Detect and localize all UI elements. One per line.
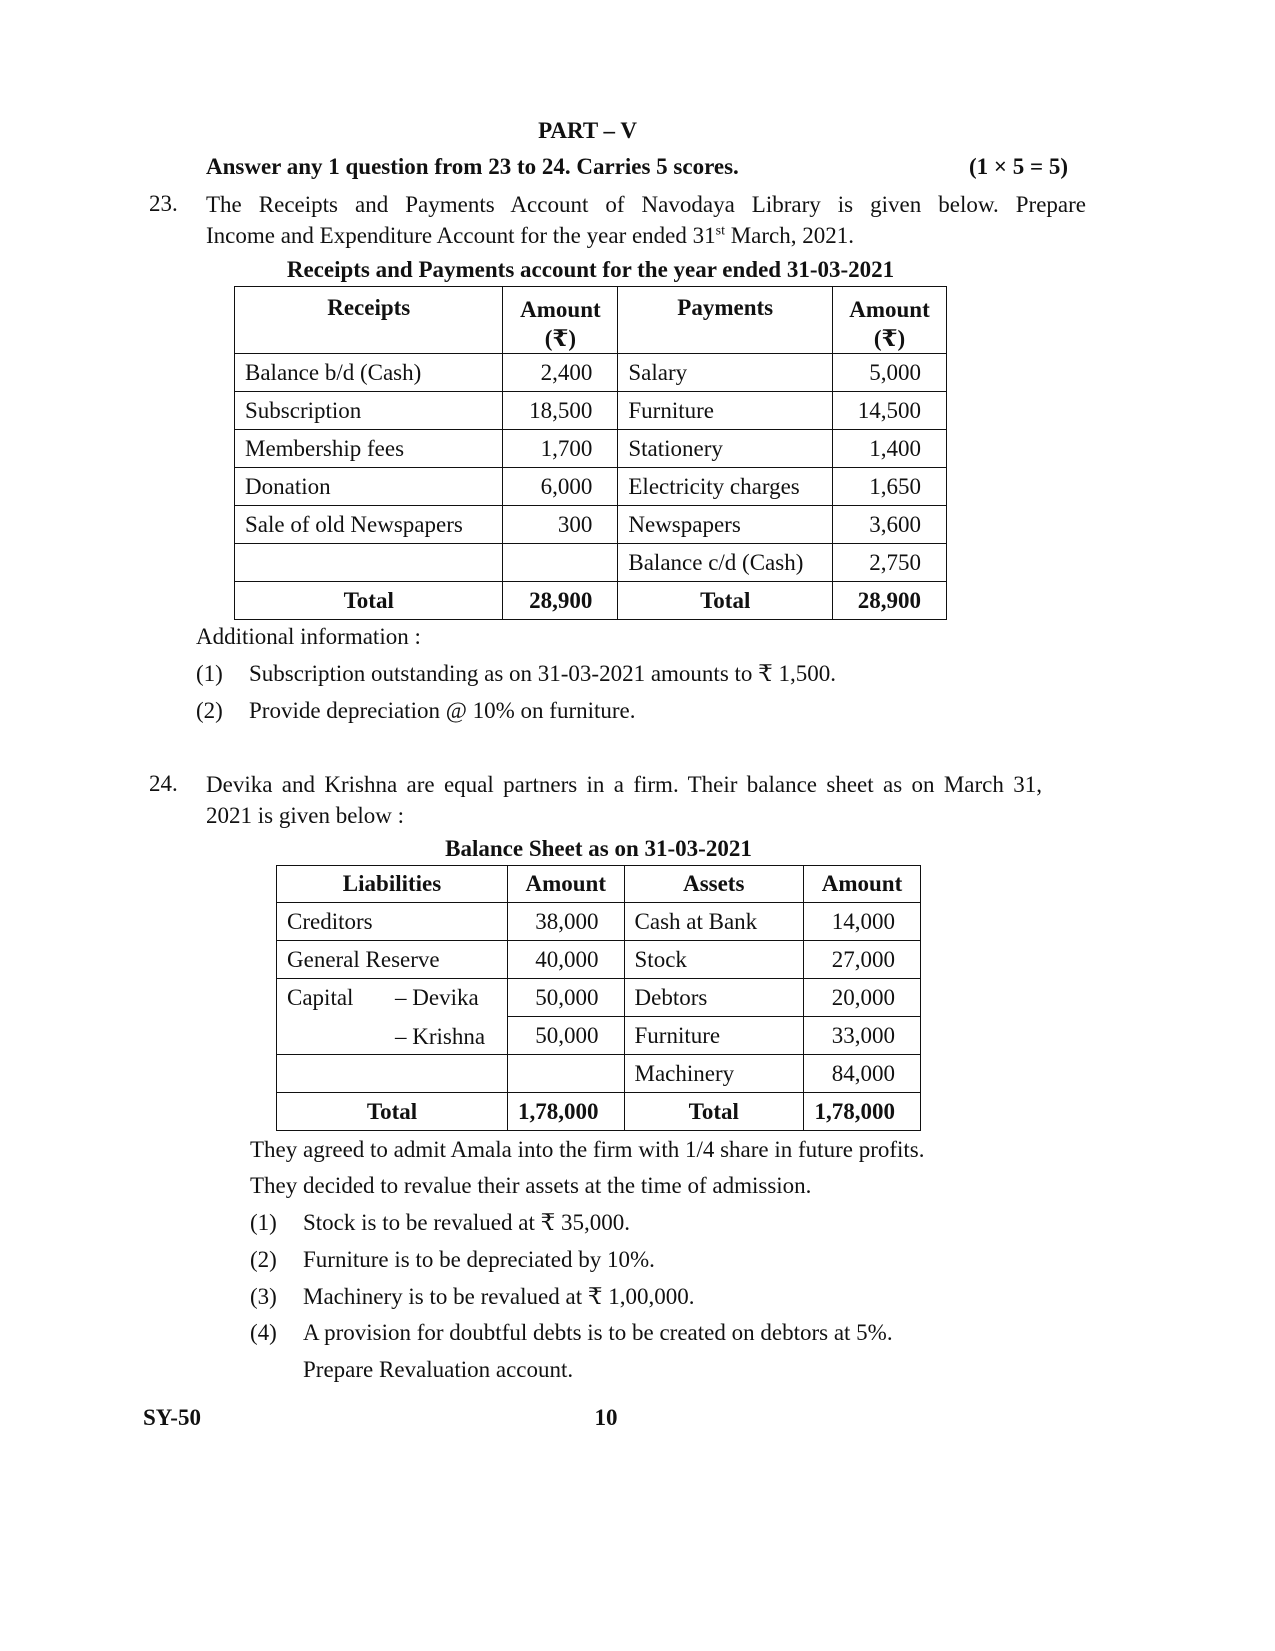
receipt-label: Subscription: [235, 392, 503, 430]
total-row: [235, 582, 947, 620]
receipt-amount: [503, 544, 618, 582]
liability-label: Creditors: [277, 903, 508, 941]
total-row: [277, 1093, 921, 1131]
total-label: Total: [618, 582, 833, 620]
item-number: (4): [250, 1320, 277, 1345]
payment-label: Newspapers: [618, 506, 833, 544]
liability-label-capital: [277, 979, 508, 1017]
question-23-line2-post: March, 2021.: [724, 223, 855, 248]
asset-label: Debtors: [624, 979, 803, 1017]
ordinal-suffix: st: [715, 223, 725, 239]
payment-amount: 14,500: [833, 392, 947, 430]
asset-amount: 84,000: [803, 1055, 920, 1093]
header-receipts: Receipts: [235, 287, 503, 354]
question-24-text: [206, 769, 1042, 831]
item-text: Subscription outstanding as on 31-03-2021 amounts to ₹ 1,500.: [249, 661, 837, 686]
header-assets: Assets: [624, 866, 803, 903]
final-instruction: Prepare Revaluation account.: [303, 1357, 574, 1382]
table-row: [277, 979, 921, 1017]
part-heading: PART – V: [538, 118, 637, 143]
asset-label: Furniture: [624, 1017, 803, 1055]
item-text: Furniture is to be depreciated by 10%.: [303, 1247, 655, 1272]
receipt-label: Donation: [235, 468, 503, 506]
receipts-payments-table: [234, 286, 947, 620]
item-number: (2): [196, 698, 223, 723]
instruction: Answer any 1 question from 23 to 24. Carries 5 scores.: [206, 154, 739, 179]
item-text: A provision for doubtful debts is to be created on debtors at 5%.: [303, 1320, 893, 1345]
asset-label: Cash at Bank: [624, 903, 803, 941]
receipt-amount: 18,500: [503, 392, 618, 430]
payment-amount: 2,750: [833, 544, 947, 582]
receipts-payments-title: Receipts and Payments account for the year ended 31-03-2021: [286, 257, 895, 282]
total-label: Total: [277, 1093, 508, 1131]
table-row: [277, 1055, 921, 1093]
table-row: [235, 354, 947, 392]
total-label: Total: [235, 582, 503, 620]
payment-amount: 3,600: [833, 506, 947, 544]
table-row: [277, 941, 921, 979]
header-amount: Amount: [803, 866, 920, 903]
table-row: [235, 506, 947, 544]
page-number: 10: [594, 1405, 618, 1430]
liability-amount: 38,000: [508, 903, 625, 941]
liability-amount: 40,000: [508, 941, 625, 979]
question-23-line2: [206, 220, 1086, 251]
balance-sheet-title: Balance Sheet as on 31-03-2021: [445, 836, 752, 861]
additional-info-heading: Additional information :: [196, 624, 421, 649]
liability-label: [277, 1055, 508, 1093]
asset-amount: 27,000: [803, 941, 920, 979]
payment-label: Electricity charges: [618, 468, 833, 506]
capital-partner-krishna: – Krishna: [395, 1023, 486, 1049]
payment-amount: 1,400: [833, 430, 947, 468]
liability-amount: 50,000: [508, 1017, 625, 1055]
question-23-line2-pre: Income and Expenditure Account for the year ended 31: [206, 223, 716, 248]
liability-label-capital: [277, 1017, 508, 1055]
liability-amount: 50,000: [508, 979, 625, 1017]
table-row: [235, 468, 947, 506]
table-row: [235, 430, 947, 468]
q24-paragraph-2: They decided to revalue their assets at the time of admission.: [250, 1173, 812, 1198]
item-text: Provide depreciation @ 10% on furniture.: [249, 698, 636, 723]
balance-sheet-table: [276, 865, 921, 1131]
item-number: (3): [250, 1284, 277, 1309]
question-23-text: [206, 189, 1086, 251]
item-text: Stock is to be revalued at ₹ 35,000.: [303, 1210, 630, 1235]
payment-label: Stationery: [618, 430, 833, 468]
receipt-label: Balance b/d (Cash): [235, 354, 503, 392]
header-amount: Amount (₹): [503, 287, 618, 354]
question-24-number: 24.: [149, 771, 178, 796]
asset-label: Machinery: [624, 1055, 803, 1093]
header-amount: Amount: [508, 866, 625, 903]
total-amount: 28,900: [503, 582, 618, 620]
question-24-line2: 2021 is given below :: [206, 803, 405, 828]
asset-amount: 20,000: [803, 979, 920, 1017]
item-text: Machinery is to be revalued at ₹ 1,00,000.: [303, 1284, 695, 1309]
asset-amount: 14,000: [803, 903, 920, 941]
total-label: Total: [624, 1093, 803, 1131]
header-payments: Payments: [618, 287, 833, 354]
table-row: [235, 392, 947, 430]
question-24-line1: Devika and Krishna are equal partners in a firm. Their balance sheet as on March 31,: [206, 772, 1042, 797]
receipt-amount: 1,700: [503, 430, 618, 468]
receipt-amount: 6,000: [503, 468, 618, 506]
payment-label: Furniture: [618, 392, 833, 430]
table-header-row: [277, 866, 921, 903]
marks: (1 × 5 = 5): [968, 154, 1068, 179]
payment-label: Salary: [618, 354, 833, 392]
item-number: (2): [250, 1247, 277, 1272]
receipt-label: [235, 544, 503, 582]
receipt-amount: 300: [503, 506, 618, 544]
receipt-label: Membership fees: [235, 430, 503, 468]
capital-partner-devika: – Devika: [395, 984, 479, 1010]
question-23-number: 23.: [149, 191, 178, 216]
total-amount: 28,900: [833, 582, 947, 620]
table-row: [277, 903, 921, 941]
payment-amount: 5,000: [833, 354, 947, 392]
question-23-line1: The Receipts and Payments Account of Navodaya Library is given below. Prepare: [206, 192, 1086, 217]
table-row: [277, 1017, 921, 1055]
q24-paragraph-1: They agreed to admit Amala into the firm with 1/4 share in future profits.: [250, 1137, 925, 1162]
receipt-label: Sale of old Newspapers: [235, 506, 503, 544]
capital-label: Capital: [287, 984, 354, 1010]
asset-amount: 33,000: [803, 1017, 920, 1055]
item-number: (1): [250, 1210, 277, 1235]
asset-label: Stock: [624, 941, 803, 979]
table-header-row: [235, 287, 947, 354]
liability-label: General Reserve: [277, 941, 508, 979]
footer-code: SY-50: [143, 1405, 201, 1430]
liability-amount: [508, 1055, 625, 1093]
payment-label: Balance c/d (Cash): [618, 544, 833, 582]
header-amount: Amount (₹): [833, 287, 947, 354]
receipt-amount: 2,400: [503, 354, 618, 392]
table-row: [235, 544, 947, 582]
payment-amount: 1,650: [833, 468, 947, 506]
total-amount: 1,78,000: [508, 1093, 625, 1131]
item-number: (1): [196, 661, 223, 686]
header-liabilities: Liabilities: [277, 866, 508, 903]
total-amount: 1,78,000: [803, 1093, 920, 1131]
